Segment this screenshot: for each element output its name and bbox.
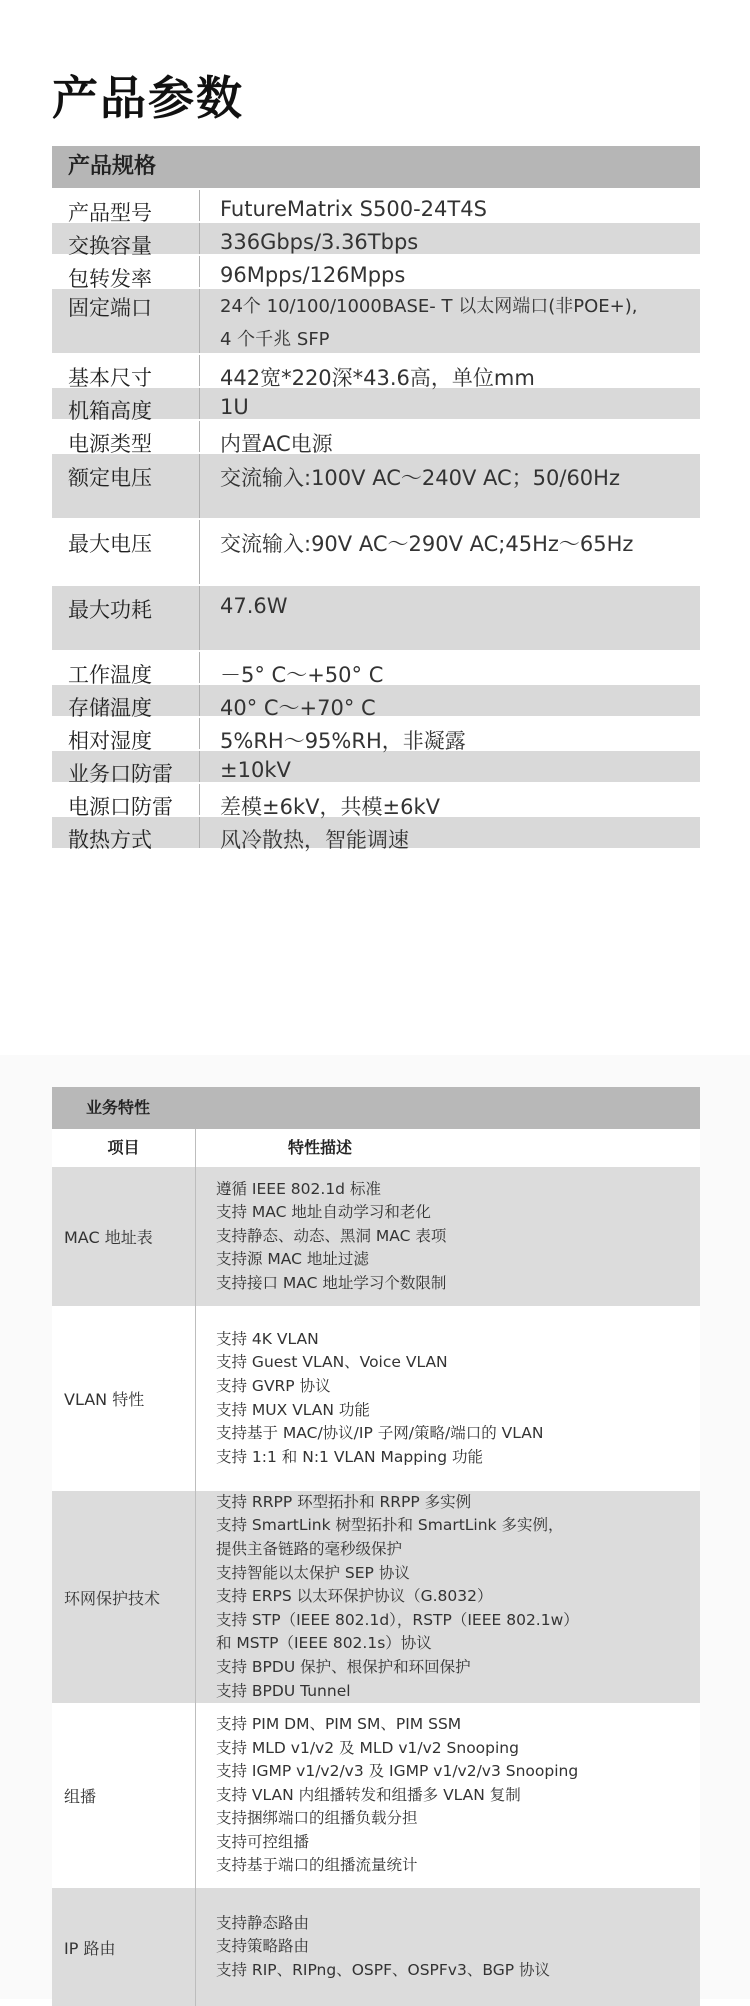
feature-name: 环网保护技术 — [52, 1491, 196, 1703]
spec-row-label: 电源口防雷 — [52, 784, 200, 815]
feature-item: 支持 SmartLink 树型拓扑和 SmartLink 多实例， — [216, 1516, 564, 1535]
spec-row-value — [200, 388, 700, 419]
spec-value-line: 24个 10/100/1000BASE- T 以太网端口(非POE+), — [220, 296, 638, 317]
spec-value-line: 336Gbps/3.36Tbps — [220, 230, 419, 254]
spec-row-value — [200, 652, 700, 687]
feature-item: 和 MSTP（IEEE 802.1s）协议 — [216, 1634, 432, 1653]
spec-row-label: 相对湿度 — [52, 718, 200, 749]
feature-item: 支持 4K VLAN — [216, 1329, 319, 1348]
spec-value-line: 40° C～+70° C — [220, 696, 376, 720]
feature-item: 支持 MUX VLAN 功能 — [216, 1400, 370, 1419]
spec-row-label: 电源类型 — [52, 421, 200, 452]
feature-items — [196, 1888, 700, 2006]
column-header-item: 项目 — [52, 1129, 196, 1167]
feature-item: 支持 PIM DM、PIM SM、PIM SSM — [216, 1714, 462, 1733]
spec-row — [52, 454, 700, 518]
spec-row — [52, 388, 700, 423]
spec-value-line: 差模±6kV，共模±6kV — [220, 795, 440, 819]
spec-row-label: 最大电压 — [52, 520, 200, 584]
feature-row — [52, 1491, 700, 1703]
spec-row-value — [200, 454, 700, 518]
spec-row-value — [200, 817, 700, 852]
features-table — [52, 1087, 700, 2006]
feature-item: 支持接口 MAC 地址学习个数限制 — [216, 1273, 447, 1292]
spec-row — [52, 817, 700, 852]
spec-row-value — [200, 520, 700, 584]
spec-row — [52, 520, 700, 584]
feature-item: 支持 GVRP 协议 — [216, 1376, 331, 1395]
feature-item: 支持 MAC 地址自动学习和老化 — [216, 1203, 431, 1222]
spec-row — [52, 586, 700, 650]
feature-item: 支持 BPDU 保护、根保护和环回保护 — [216, 1657, 471, 1676]
feature-item: 支持基于端口的组播流量统计 — [216, 1856, 418, 1875]
spec-table-header: 产品规格 — [52, 146, 700, 188]
spec-row — [52, 784, 700, 819]
spec-row-value — [200, 685, 700, 720]
feature-row — [52, 1306, 700, 1491]
page-title: 产品参数 — [52, 71, 244, 125]
feature-item: 支持 Guest VLAN、Voice VLAN — [216, 1353, 448, 1372]
feature-row — [52, 1888, 700, 2006]
feature-name: IP 路由 — [52, 1888, 196, 2006]
spec-row-label: 存储温度 — [52, 685, 200, 716]
spec-row-label: 业务口防雷 — [52, 751, 200, 782]
spec-row — [52, 289, 700, 353]
spec-row — [52, 751, 700, 786]
spec-row-value — [200, 355, 700, 390]
feature-row — [52, 1703, 700, 1888]
spec-row-value — [200, 751, 700, 782]
feature-item: 支持 1:1 和 N:1 VLAN Mapping 功能 — [216, 1447, 483, 1466]
spec-table — [52, 146, 700, 852]
feature-item: 支持可控组播 — [216, 1832, 310, 1851]
feature-item: 支持基于 MAC/协议/IP 子网/策略/端口的 VLAN — [216, 1424, 544, 1443]
feature-name: 组播 — [52, 1703, 196, 1888]
feature-item: 支持源 MAC 地址过滤 — [216, 1250, 369, 1269]
spec-row-label: 散热方式 — [52, 817, 200, 848]
spec-row-value — [200, 718, 700, 753]
feature-item: 提供主备链路的毫秒级保护 — [216, 1540, 403, 1559]
spec-row — [52, 190, 700, 225]
spec-row-label: 机箱高度 — [52, 388, 200, 419]
feature-item: 支持 STP（IEEE 802.1d），RSTP（IEEE 802.1w） — [216, 1610, 579, 1629]
feature-item: 支持 IGMP v1/v2/v3 及 IGMP v1/v2/v3 Snooping — [216, 1762, 579, 1781]
spec-row-label: 额定电压 — [52, 454, 200, 518]
column-header-description: 特性描述 — [288, 1138, 353, 1157]
spec-row-value — [200, 190, 700, 221]
spec-row-value — [200, 421, 700, 456]
feature-item: 支持静态路由 — [216, 1913, 310, 1932]
spec-row — [52, 685, 700, 720]
spec-row — [52, 718, 700, 753]
spec-value-line: 风冷散热，智能调速 — [220, 828, 409, 852]
spec-row-value — [200, 223, 700, 254]
spec-row — [52, 421, 700, 456]
spec-row — [52, 256, 700, 291]
spec-row-label: 基本尺寸 — [52, 355, 200, 386]
feature-item: 支持 BPDU Tunnel — [216, 1681, 351, 1700]
feature-item: 支持 MLD v1/v2 及 MLD v1/v2 Snooping — [216, 1738, 519, 1757]
feature-items — [196, 1167, 700, 1306]
feature-row — [52, 1167, 700, 1306]
feature-item: 支持捆绑端口的组播负载分担 — [216, 1809, 418, 1828]
feature-items — [196, 1703, 700, 1888]
spec-row — [52, 223, 700, 258]
spec-value-line: 5%RH～95%RH，非凝露 — [220, 729, 466, 753]
spec-row-value — [200, 289, 700, 353]
feature-item: 支持 ERPS 以太环保护协议（G.8032） — [216, 1587, 493, 1606]
spec-row-value — [200, 256, 700, 287]
feature-item: 支持策略路由 — [216, 1937, 310, 1956]
feature-name: VLAN 特性 — [52, 1306, 196, 1491]
feature-item: 支持 RIP、RIPng、OSPF、OSPFv3、BGP 协议 — [216, 1960, 550, 1979]
spec-value-line: 1U — [220, 395, 249, 419]
spec-row-label: 产品型号 — [52, 190, 200, 221]
feature-item: 支持 VLAN 内组播转发和组播多 VLAN 复制 — [216, 1785, 521, 1804]
features-table-header: 业务特性 — [52, 1087, 700, 1129]
spec-row-label: 交换容量 — [52, 223, 200, 254]
spec-value-line: －5° C～+50° C — [220, 663, 384, 687]
spec-value-line: 交流输入:100V AC～240V AC；50/60Hz — [220, 466, 620, 490]
feature-items — [196, 1491, 700, 1703]
spec-row — [52, 355, 700, 390]
feature-item: 支持智能以太保护 SEP 协议 — [216, 1563, 410, 1582]
feature-item: 支持静态、动态、黑洞 MAC 表项 — [216, 1226, 447, 1245]
spec-value-line: 96Mpps/126Mpps — [220, 263, 406, 287]
spec-row-label: 工作温度 — [52, 652, 200, 683]
spec-value-line: 内置AC电源 — [220, 432, 333, 456]
spec-row-value — [200, 784, 700, 819]
spec-value-line: 交流输入:90V AC～290V AC;45Hz～65Hz — [220, 532, 634, 556]
feature-item: 支持 RRPP 环型拓扑和 RRPP 多实例 — [216, 1492, 472, 1511]
spec-value-line: 442宽*220深*43.6高，单位mm — [220, 366, 535, 390]
spec-row-label: 包转发率 — [52, 256, 200, 287]
spec-row-label: 最大功耗 — [52, 586, 200, 650]
feature-item: 遵循 IEEE 802.1d 标准 — [216, 1179, 381, 1198]
spec-row — [52, 652, 700, 687]
spec-row-value — [200, 586, 700, 650]
spec-row-label: 固定端口 — [52, 289, 200, 353]
features-column-headers — [52, 1129, 700, 1167]
spec-value-line: ±10kV — [220, 758, 291, 782]
spec-value-line: 4 个千兆 SFP — [220, 329, 330, 350]
spec-value-line: 47.6W — [220, 594, 288, 618]
feature-name: MAC 地址表 — [52, 1167, 196, 1306]
spec-value-line: FutureMatrix S500-24T4S — [220, 197, 487, 221]
feature-items — [196, 1306, 700, 1491]
